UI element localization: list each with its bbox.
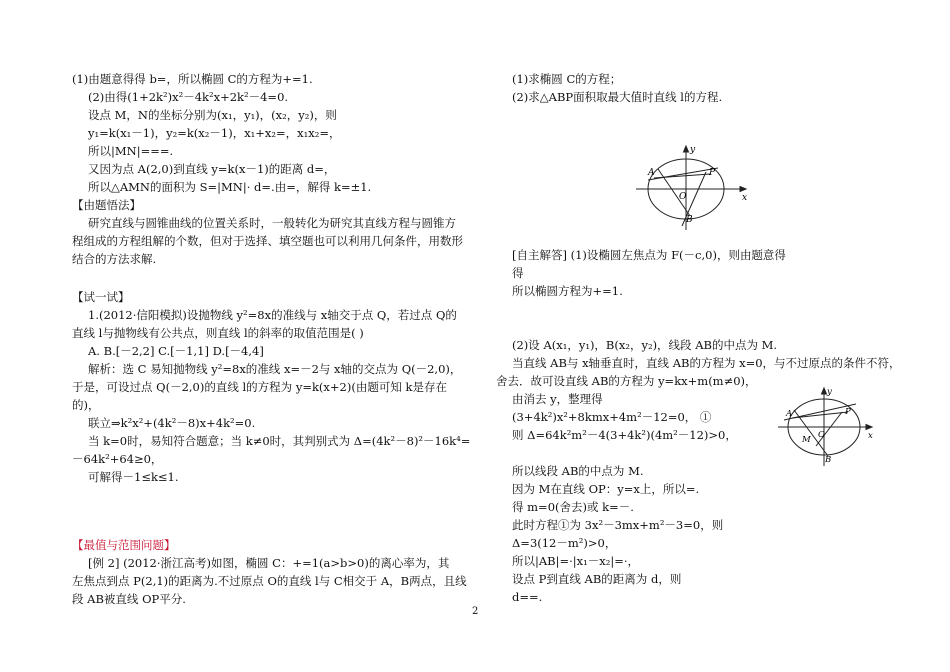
fig2-label-M: M — [802, 435, 811, 445]
left-text-line: 解析：选 C 易知抛物线 y²=8x的准线 x=－2与 x轴的交点为 Q(－2,0)， — [88, 362, 462, 376]
right-text-line: 得 — [512, 266, 524, 280]
left-text-line: 1.(2012·信阳模拟)设抛物线 y²=8x的准线与 x轴交于点 Q，若过点 Q的 — [88, 308, 457, 322]
left-text-line: A. B.[－2,2] C.[－1,1] D.[－4,4] — [88, 344, 264, 358]
left-text-line: (2)由得(1+2k²)x²－4k²x+2k²－4=0. — [88, 90, 289, 104]
left-text-line: 段 AB被直线 OP平分. — [72, 592, 186, 606]
left-text-line: 当 k=0时，易知符合题意；当 k≠0时，其判别式为 Δ=(4k²－8)²－16k⁴= — [88, 434, 471, 448]
left-text-line: 【由题悟法】 — [72, 198, 141, 212]
right-text-line: Δ=3(12－m²)>0， — [512, 536, 617, 550]
right-text-line: d==. — [512, 590, 543, 604]
left-text-line: －64k²+64≥0， — [72, 452, 163, 466]
right-text-line: (1)求椭圆 C的方程； — [512, 72, 622, 86]
left-text-line: 所以△AMN的面积为 S=|MN|· d=.由=，解得 k=±1. — [88, 180, 372, 194]
left-text-line: 设点 M，N的坐标分别为(x₁，y₁)，(x₂，y₂)，则 — [88, 108, 337, 122]
right-text-line: 设点 P到直线 AB的距离为 d，则 — [512, 572, 682, 586]
right-text-line: (2)设 A(x₁，y₁)，B(x₂，y₂)，线段 AB的中点为 M. — [512, 338, 778, 352]
fig2-label-A: A — [786, 409, 793, 419]
right-text-line: 此时方程①为 3x²－3mx+m²－3=0，则 — [512, 518, 724, 532]
ellipse-figure-2 — [776, 384, 876, 468]
fig2-label-P: P — [845, 407, 851, 417]
left-text-line: 可解得－1≤k≤1. — [88, 470, 179, 484]
right-text-line: (3+4k²)x²+8kmx+4m²－12=0， ① — [512, 410, 712, 424]
right-text-line: 所以|AB|=·|x₁－x₂|=·， — [512, 554, 640, 568]
right-text-line: 因为 M在直线 OP：y=x上，所以=. — [512, 482, 700, 496]
fig1-label-P: P — [709, 168, 716, 178]
fig1-label-y: y — [690, 145, 696, 155]
right-text-line: (2)求△ABP面积取最大值时直线 l的方程. — [512, 90, 723, 104]
fig2-label-x: x — [868, 431, 873, 441]
fig1-label-B: B — [686, 215, 693, 225]
fig1-label-A: A — [648, 168, 655, 178]
right-text-line: 所以线段 AB的中点为 M. — [512, 464, 644, 478]
left-text-line: y₁=k(x₁－1)，y₂=k(x₂－1)，x₁+x₂=，x₁x₂=， — [88, 126, 341, 140]
right-text-line: 所以椭圆方程为+=1. — [512, 284, 623, 298]
left-text-line: 直线 l与抛物线有公共点，则直线 l的斜率的取值范围是( ) — [72, 326, 364, 340]
left-text-line: 【试一试】 — [72, 290, 130, 304]
right-text-line: 则 Δ=64k²m²－4(3+4k²)(4m²－12)>0， — [512, 428, 737, 442]
fig1-label-O: O — [679, 192, 687, 202]
left-text-line: 联立⇒k²x²+(4k²－8)x+4k²=0. — [88, 416, 256, 430]
left-text-line: 程组成的方程组解的个数，但对于选择、填空题也可以利用几何条件，用数形 — [72, 234, 463, 248]
ellipse-figure-1 — [634, 142, 754, 234]
left-text-line: 【最值与范围问题】 — [72, 538, 176, 552]
page-number: 2 — [472, 606, 479, 617]
left-text-line: 左焦点到点 P(2,1)的距离为.不过原点 O的直线 l与 C相交于 A，B两点，且线 — [72, 574, 467, 588]
right-text-line: 舍去．故可设直线 AB的方程为 y=kx+m(m≠0)， — [496, 374, 757, 388]
right-text-line: 由消去 y，整理得 — [512, 392, 603, 406]
left-text-line: [例 2] (2012·浙江高考)如图，椭圆 C：+=1(a>b>0)的离心率为，其 — [88, 556, 450, 570]
fig2-label-y: y — [827, 387, 832, 397]
right-text-line: [自主解答] (1)设椭圆左焦点为 F(－c,0)，则由题意得 — [512, 248, 786, 262]
left-text-line: 研究直线与圆锥曲线的位置关系时，一般转化为研究其直线方程与圆锥方 — [88, 216, 456, 230]
left-text-line: 又因为点 A(2,0)到直线 y=k(x－1)的距离 d=， — [88, 162, 336, 176]
fig2-label-O: O — [818, 430, 825, 440]
left-text-line: (1)由题意得得 b=，所以椭圆 C的方程为+=1. — [72, 72, 313, 86]
left-text-line: 所以|MN|===. — [88, 144, 174, 158]
left-text-line: 结合的方法求解. — [72, 252, 157, 266]
right-text-line: 当直线 AB与 x轴垂直时，直线 AB的方程为 x=0，与不过原点的条件不符， — [512, 356, 901, 370]
left-text-line: 的)， — [72, 398, 100, 412]
left-text-line: 于是，可设过点 Q(－2,0)的直线 l的方程为 y=k(x+2)(由题可知 k是存在 — [72, 380, 447, 394]
right-text-line: 得 m=0(舍去)或 k=－. — [512, 500, 634, 514]
fig1-label-x: x — [742, 193, 748, 203]
fig2-label-B: B — [825, 455, 832, 465]
